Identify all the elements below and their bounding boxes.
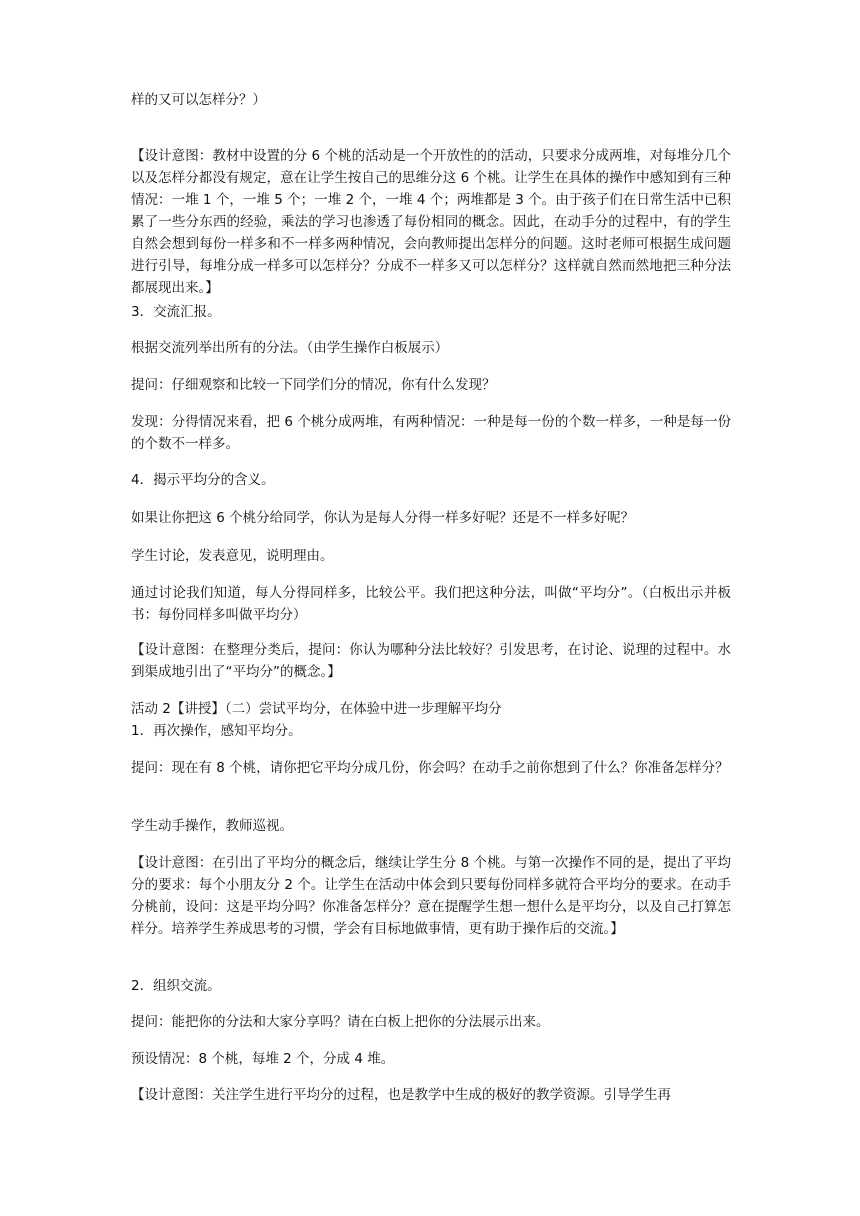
paragraph-operation: 学生动手操作，教师巡视。: [131, 818, 293, 834]
paragraph-share: 提问：能把你的分法和大家分享吗？请在白板上把你的分法展示出来。: [131, 1014, 550, 1030]
paragraph-conclusion: 通过讨论我们知道，每人分得同样多，比较公平。我们把这种分法，叫做“平均分”。（白板出示并板书：每份同样多叫做平均分）: [131, 585, 731, 623]
design-intent-3: 【设计意图：在引出了平均分的概念后，继续让学生分 8 个桃。与第一次操作不同的是，提出了平均分的要求：每个小朋友分 2 个。让学生在活动中体会到只要每份同样多就符合平均分的要求。在动手分桃前，设问：这是平均分吗？你准备怎样分？意在提醒学生想一想什么是平均分，以及自己打算怎样分。培养学生养成思考的习惯，学会有目标地做事情，更有助于操作后的交流。】: [131, 855, 731, 937]
activity-2-heading: 活动 2【讲授】（二）尝试平均分，在体验中进一步理解平均分: [131, 701, 502, 717]
paragraph-discussion: 学生讨论，发表意见，说明理由。: [131, 548, 334, 564]
paragraph-list-methods: 根据交流列举出所有的分法。（由学生操作白板展示）: [131, 340, 449, 356]
heading-1: 1．再次操作，感知平均分。: [131, 723, 302, 739]
paragraph-1: 样的又可以怎样分？）: [131, 92, 266, 108]
paragraph-question-2: 如果让你把这 6 个桃分给同学，你认为是每人分得一样多好呢？还是不一样多好呢？: [131, 510, 635, 526]
heading-3: 3．交流汇报。: [131, 304, 221, 320]
design-intent-1: 【设计意图：教材中设置的分 6 个桃的活动是一个开放性的的活动，只要求分成两堆，对每堆分几个以及怎样分都没有规定，意在让学生按自己的思维分这 6 个桃。让学生在具体的操作中感知到有三种情况：一堆 1 个，一堆 5 个；一堆 2 个，一堆 4 个；两堆都是 3 个。由于孩子们在日常生活中已积累了一些分东西的经验，乘法的学习也渗透了每份相同的概念。因此，在动手分的过程中，有的学生自然会想到每份一样多和不一样多两种情况，会向教师提出怎样分的问题。这时老师可根据生成问题进行引导，每堆分成一样多可以怎样分？分成不一样多又可以怎样分？这样就自然而然地把三种分法都展现出来。】: [131, 148, 731, 296]
heading-2: 2．组织交流。: [131, 978, 221, 994]
paragraph-question-3: 提问：现在有 8 个桃，请你把它平均分成几份，你会吗？在动手之前你想到了什么？你准备怎样分？: [131, 760, 729, 776]
paragraph-question-1: 提问：仔细观察和比较一下同学们分的情况，你有什么发现？: [131, 377, 496, 393]
design-intent-2: 【设计意图：在整理分类后，提问：你认为哪种分法比较好？引发思考，在讨论、说理的过程中。水到渠成地引出了“平均分”的概念。】: [131, 642, 731, 680]
paragraph-finding: 发现：分得情况来看，把 6 个桃分成两堆，有两种情况：一种是每一份的个数一样多，一种是每一份的个数不一样多。: [131, 414, 731, 452]
paragraph-preset: 预设情况：8 个桃，每堆 2 个，分成 4 堆。: [131, 1051, 395, 1067]
heading-4: 4．揭示平均分的含义。: [131, 472, 275, 488]
design-intent-4: 【设计意图：关注学生进行平均分的过程，也是教学中生成的极好的教学资源。引导学生再: [131, 1087, 671, 1103]
